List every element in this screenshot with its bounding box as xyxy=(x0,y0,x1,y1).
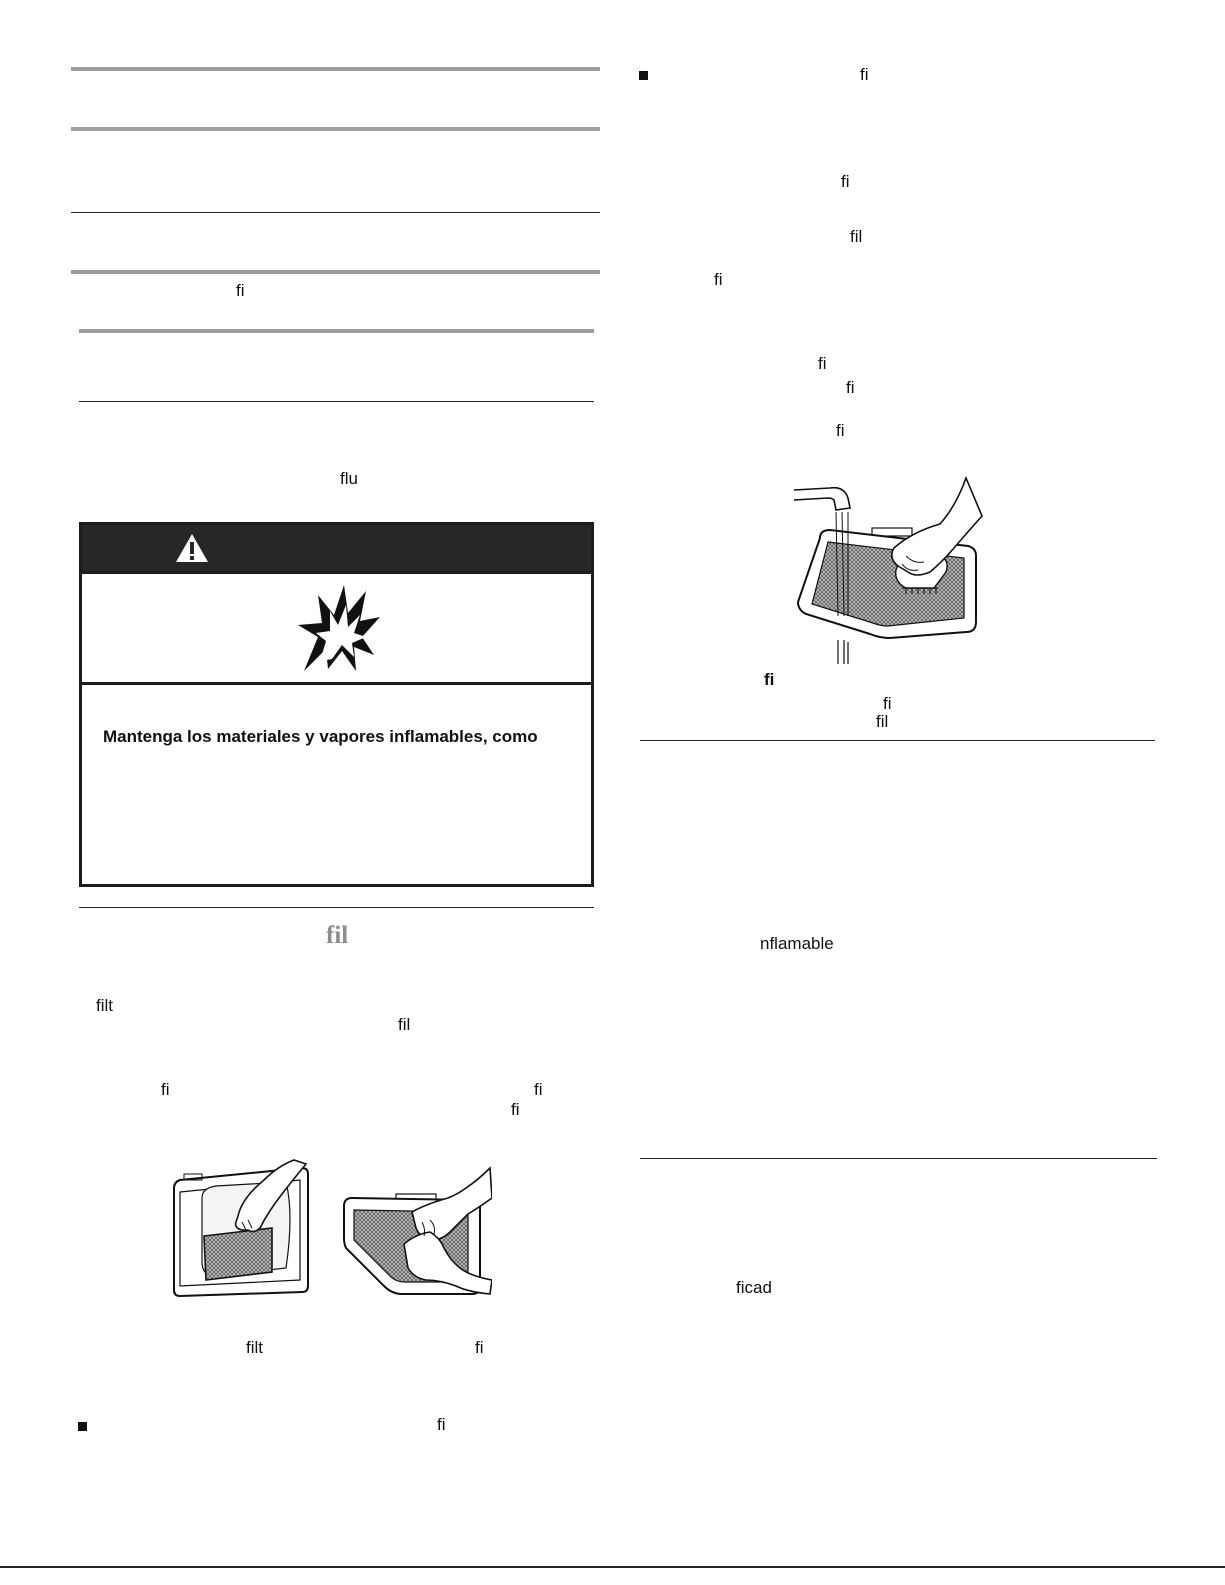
text-fragment: fi xyxy=(836,421,845,440)
text-fragment: fi xyxy=(818,354,827,373)
section-rule-2 xyxy=(71,127,600,131)
text-fragment: fi xyxy=(841,172,850,191)
page-bottom-rule xyxy=(0,1566,1225,1568)
warning-divider-1 xyxy=(82,571,591,574)
text-fragment: fi xyxy=(534,1080,543,1099)
caption-fragment: fi xyxy=(883,694,892,713)
warning-triangle-icon xyxy=(175,533,209,563)
caption-fragment: fi xyxy=(764,670,775,689)
text-fragment: fi xyxy=(846,378,855,397)
bullet-square xyxy=(78,1422,87,1431)
subsection-rule xyxy=(79,329,594,333)
text-fragment: fi xyxy=(714,270,723,289)
washing-lint-screen-under-faucet-illustration xyxy=(790,476,986,664)
explosion-icon xyxy=(294,581,384,673)
caption-fragment: fi xyxy=(475,1338,484,1357)
text-fragment: flu xyxy=(340,469,358,488)
text-fragment: fi xyxy=(860,65,869,84)
section-rule-4 xyxy=(71,270,600,274)
hand-removing-lint-filter-illustration xyxy=(168,1158,313,1300)
section-rule-3 xyxy=(71,212,600,213)
text-fragment: fi xyxy=(511,1100,520,1119)
warning-header xyxy=(82,525,591,571)
text-fragment: fil xyxy=(850,227,863,246)
section-rule-right-1 xyxy=(640,740,1155,741)
caption-fragment: fil xyxy=(876,712,889,731)
text-fragment: filt xyxy=(96,996,113,1015)
text-fragment: fi xyxy=(161,1080,170,1099)
text-fragment: nflamable xyxy=(760,934,834,953)
warning-box xyxy=(79,522,594,887)
warning-text: Mantenga los materiales y vapores inflamables, como xyxy=(103,727,538,746)
text-fragment: fi xyxy=(437,1415,446,1434)
text-fragment: ficad xyxy=(736,1278,772,1297)
section-rule-top xyxy=(71,67,600,71)
text-fragment: fil xyxy=(398,1015,411,1034)
section-rule-5 xyxy=(79,907,594,908)
hands-wiping-lint-screen-illustration xyxy=(340,1160,492,1302)
text-fragment: fi xyxy=(236,281,245,300)
warning-divider-2 xyxy=(82,682,591,685)
section-rule-right-2 xyxy=(640,1158,1157,1159)
caption-fragment: filt xyxy=(246,1338,263,1357)
bullet-square xyxy=(639,71,648,80)
subsection-rule-thin xyxy=(79,401,594,402)
subheading-fragment: fil xyxy=(326,922,349,949)
